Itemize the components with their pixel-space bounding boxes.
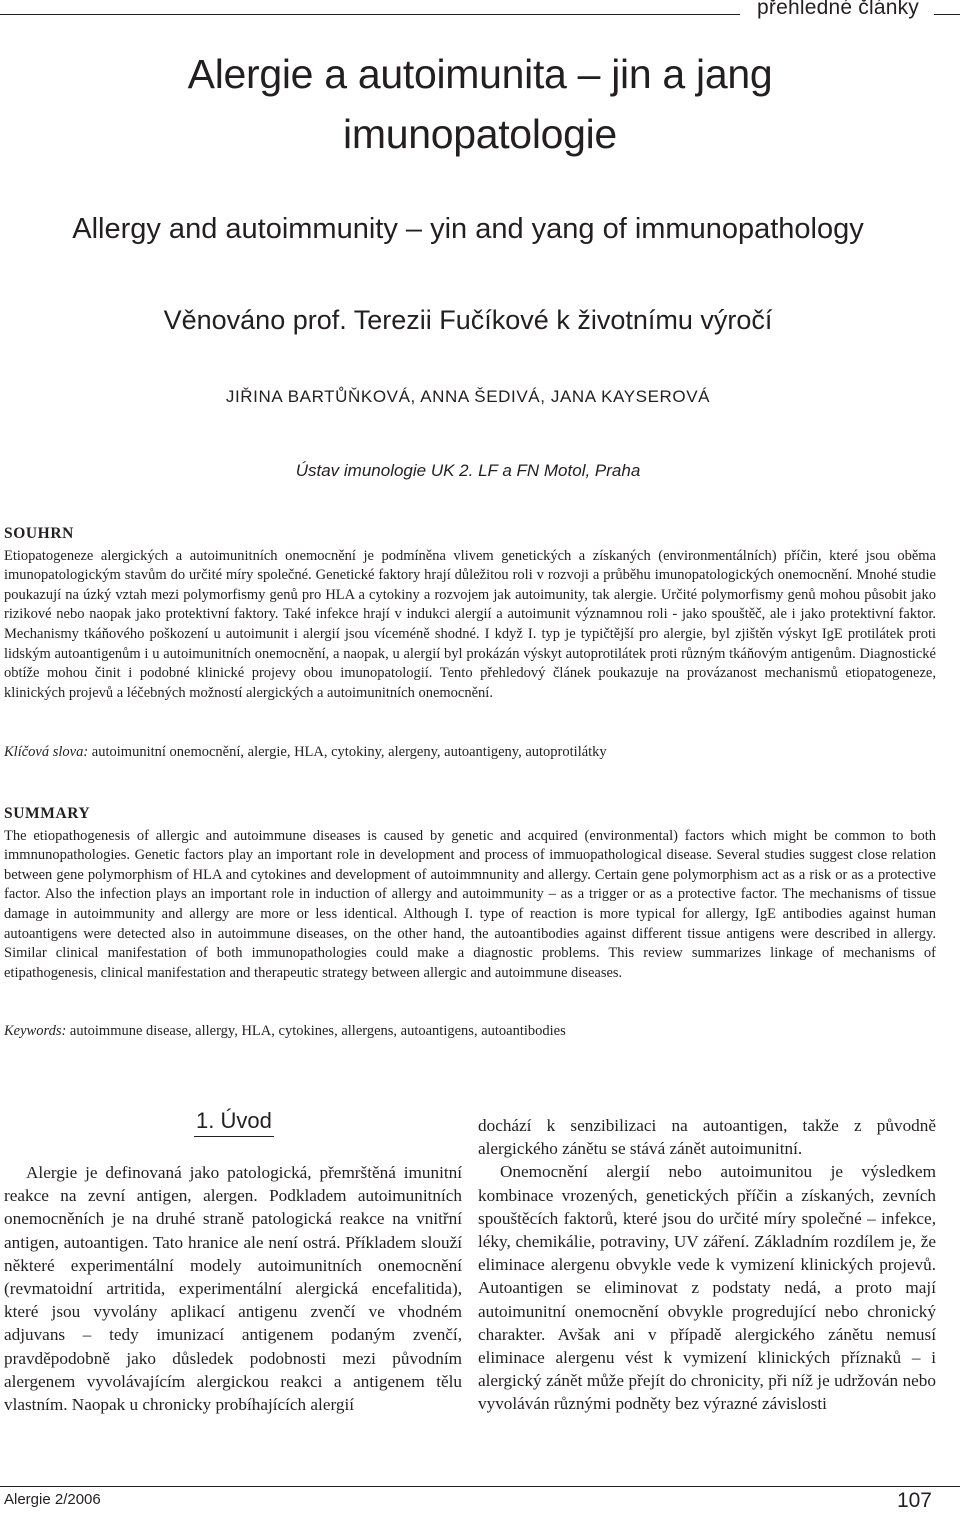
summary-keywords: [4, 1023, 936, 1040]
summary-heading: SUMMARY: [4, 805, 91, 822]
right-column: [478, 1114, 936, 1416]
footer-journal: Alergie 2/2006: [4, 1491, 101, 1508]
summary-keywords-text: autoimmune disease, allergy, HLA, cytokines, allergens, autoantigens, autoantibodies: [69, 1023, 566, 1039]
left-paragraph-1: Alergie je definovaná jako patologická, přemrštěná imunitní reakce na zevní antigen, alergen. Podkladem autoimunitních onemocněních je na druhé straně patologická reakce na vnitřní antigen, autoantigen. Tato hranice ale není ostrá. Příkladem slouží některé experimentální modely autoimunitních onemocnění (revmatoidní artritida, experimentální alergická encefalitida), které jsou vyvolány aplikací antigenu zvenčí ve vhodném adjuvans – tedy imunizací antigenem podaným zvenčí, pravděpodobně jako důsledek podobnosti mezi původním alergenem vyvolávajícím alergickou reakci a antigenem tělu vlastním. Naopak u chronicky probíhajících alergií: [4, 1163, 462, 1415]
souhrn-keywords-text: autoimunitní onemocnění, alergie, HLA, cytokiny, alergeny, autoantigeny, autoprotilátky: [91, 744, 607, 760]
header-rule: [0, 14, 740, 15]
article-title: [0, 44, 960, 164]
affiliation: Ústav imunologie UK 2. LF a FN Motol, Praha: [295, 461, 641, 480]
summary-text: The etiopathogenesis of allergic and autoimmune diseases is caused by genetic and acquired (environmental) factors which might be common to both immnunopathologies. Genetic factors play an important role in development and process of immuopathological disease. Several studies suggest close relation between gene polymorphism of HLA and cytokines and development of autoimmnunity and allergy. Certain gene polymorphism act as a risk or as a protective factor. Also the infection plays an important role in induction of allergy and autoimmunity – as a trigger or as a protective factor. The mechanisms of tissue damage in autoimmunity and allergy are more or less identical. Although I. type of reaction is more typical for allergy, IgE antibodies against human autoantigens were detected also in autoimmune diseases, on the other hand, the autoantibodies against different tissue antigens were described in allergy. Similar clinical manifestation of both immunopathologies could make a diagnostic problems. This review summarizes linkage of mechanisms of etipathogenesis, clinical manifestation and therapeutic strategy between allergic and autoimmune diseases.: [4, 827, 936, 981]
souhrn-text: Etiopatogeneze alergických a autoimunitních onemocnění je podmíněna vlivem genetických a získaných (environmentálních) příčin, které jsou oběma imunopatologickým stavům do určité míry společné. Genetické faktory hrají důležitou roli v rozvoji a průběhu imunopatologických onemocnění. Mnohé studie poukazují na úzký vztah mezi polymorfismy genů pro HLA a cytokiny a rozvojem jak autoimunity, tak alergie. Určité polymorfismy genů mohou působit jako rizikové nebo naopak jako protektivní faktory. Také infekce hrají v indukci alergií a autoimunit významnou roli - jako spouštěč, ale i jako protektivní faktor. Mechanismy tkáňového poškození u autoimunit i alergií jsou víceméně shodné. I když I. typ je typičtější pro alergie, byl zjištěn výskyt IgE protilátek proti lidským autoantigenům i u autoimunitních onemocnění, a naopak, u alergií byl prokázán výskyt autoprotilátek proti různým tkáňovým antigenům. Diagnostické obtíže mohou činit i podobné klinické projevy obou imunopatologií. Tento přehledový článek poukazuje na provázanost mechanismů etiopatogeneze, klinických projevů a léčebných možností alergických a autoimunitních onemocnění.: [4, 547, 936, 701]
footer-rule: [0, 1486, 960, 1487]
section-label: přehledné články: [757, 0, 919, 19]
left-column: [4, 1161, 462, 1416]
page-number: 107: [896, 1489, 932, 1512]
header-rule-right: [934, 14, 960, 15]
right-paragraph-2: Onemocnění alergií nebo autoimunitou je výsledkem kombinace vrozených, genetických příčin a získaných, zevních spouštěcích faktorů, které jsou do určité míry společné – infekce, léky, chemikálie, potraviny, UV záření. Základním rozdílem je, že eliminace alergenu obvykle vede k vymizení klinických projevů. Autoantigen se eliminovat z podstaty nedá, a proto mají autoimunitní onemocnění obvykle progredující nebo chronický charakter. Avšak ani v případě alergického zánětu nemusí eliminace alergenu vést k vymizení klinických příznaků – i alergický zánět může přejít do chronicity, při níž je udržován nebo vyvoláván různými podněty bez výrazné závislosti: [478, 1162, 936, 1414]
right-paragraph-1: dochází k senzibilizaci na autoantigen, takže z původně alergického zánětu se stává zánět autoimunitní.: [478, 1116, 936, 1159]
souhrn-block: [4, 524, 936, 703]
english-title: Allergy and autoimmunity – yin and yang of immunopathology: [72, 213, 864, 245]
souhrn-heading: SOUHRN: [4, 525, 74, 542]
summary-block: [4, 804, 936, 983]
intro-heading: 1. Úvod: [194, 1108, 274, 1137]
souhrn-keywords: [4, 744, 936, 761]
souhrn-keywords-label: Klíčová slova:: [4, 744, 89, 760]
title-line-1: Alergie a autoimunita – jin a jang: [187, 51, 773, 97]
title-line-2: imunopatologie: [343, 111, 617, 157]
summary-keywords-label: Keywords:: [4, 1023, 67, 1039]
dedication: Věnováno prof. Terezii Fučíkové k životnímu výročí: [163, 305, 773, 335]
authors: JIŘINA BARTŮŇKOVÁ, ANNA ŠEDIVÁ, JANA KAYSEROVÁ: [225, 387, 711, 406]
